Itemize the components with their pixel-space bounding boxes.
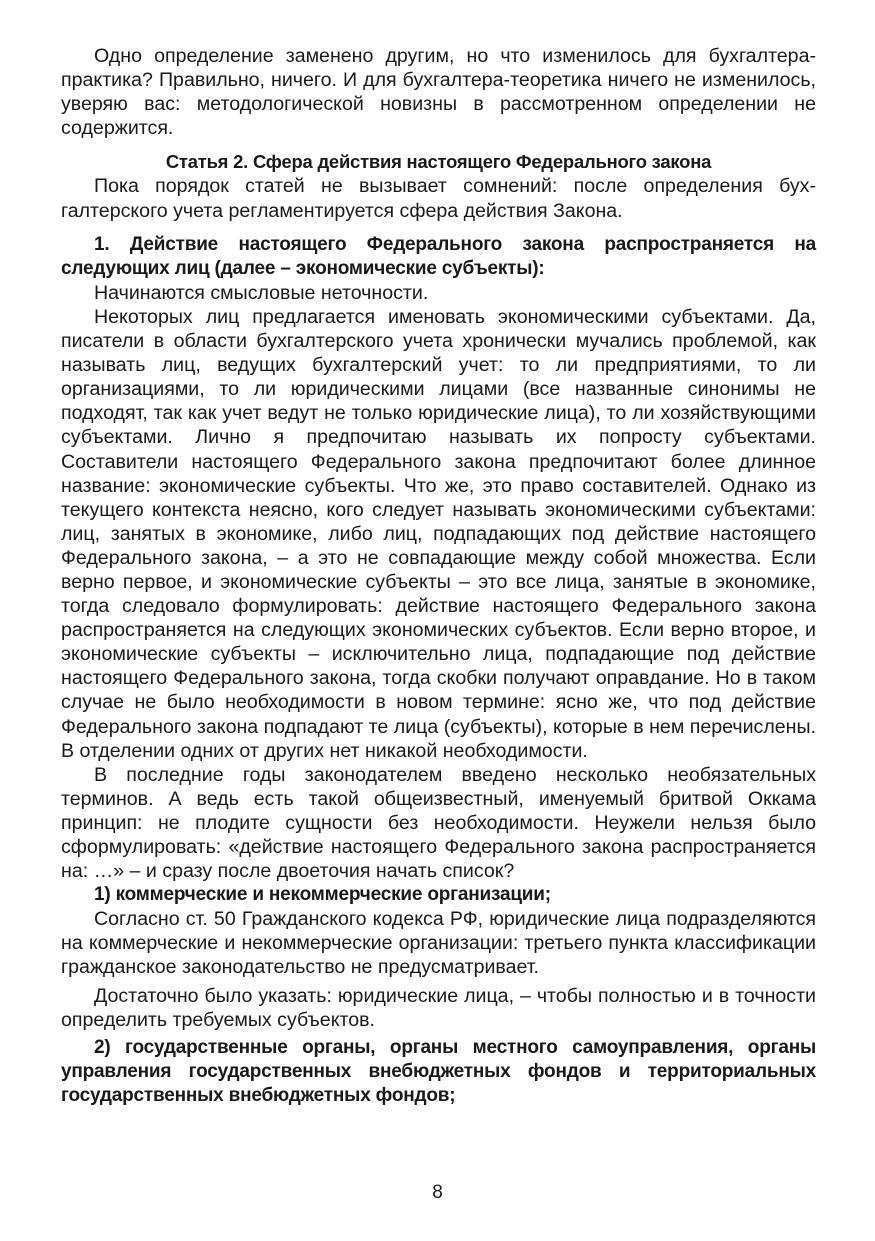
list-item-2-heading: 2) государственные органы, органы местного самоуправления, органы управления государственных внебюджетных фондов и территориальных государственных внебюджетных фондов; <box>61 1036 816 1106</box>
paragraph-inaccuracies: Начинаются смысловые неточности. <box>94 281 429 304</box>
clause-1-heading: 1. Действие настоящего Федерального закона распространяется на следующих лиц (далее – экономические субъекты): <box>61 233 816 279</box>
list-item-1-heading: 1) коммерческие и некоммерческие организации; <box>94 884 551 906</box>
paragraph-intro: Одно определение заменено другим, но что изменилось для бухгалтера-практика? Правильно, ничего. И для бухгалтера-теоретика ничего не изменилось, уверяю вас: методологической новизны в рассмотренном определении не содержится. <box>61 45 816 140</box>
page-body <box>61 44 816 1108</box>
paragraph-occam: В последние годы законодателем введено несколько необязательных терминов. А ведь есть такой общеизвестный, именуемый бритвой Оккама принцип: не плодите сущности без необходимости. Неужели нельзя было сформулировать: «действие настоящего Федерального закона распространяется на: …» – и сразу после двоеточия начать список? <box>61 763 816 883</box>
article-title: Статья 2. Сфера действия настоящего Федерального закона <box>165 151 712 173</box>
page-number: 8 <box>432 1182 443 1203</box>
paragraph-legal-entities: Достаточно было указать: юридические лица, – чтобы полностью и в точности определить требуемых субъектов. <box>61 984 816 1031</box>
paragraph-scope: Пока порядок статей не вызывает сомнений: после определения бухгалтерского учета регламентируется сфера действия Закона. <box>61 175 816 222</box>
paragraph-civil-code: Согласно ст. 50 Гражданского кодекса РФ, юридические лица подразделяются на коммерческие и некоммерческие организации: третьего пункта классификации гражданское законодательство не предусматривает. <box>61 908 816 979</box>
paragraph-economic-subjects: Некоторых лиц предлагается именовать экономическими субъектами. Да, писатели в области бухгалтерского учета хронически мучались проблемой, как называть лиц, ведущих бухгалтерский учет: то ли предприятиями, то ли организациями, то ли юридическими лицами (все названные синонимы не подходят, так как учет ведут не только юридические лица), то ли хозяйствующими субъектами. Лично я предпочитаю называть их попросту субъектами. Составители настоящего Федерального закона предпочитают более длинное название: экономические субъекты. Что же, это право составителей. Однако из текущего контекста неясно, кого следует называть экономическими субъектами: лиц, занятых в экономике, либо лиц, подпадающих под действие настоящего Федерального закона, – а это не совпадающие между собой множества. Если верно первое, и экономические субъекты – это все лица, занятые в экономике, тогда следовало формулировать: действие настоящего Федерального закона распространяется на следующих экономических субъектов. Если верно второе, и экономические субъекты – исключительно лица, подпадающие под действие настоящего Федерального закона, тогда скобки получают оправдание. Но в таком случае не было необходимости в новом термине: ясно же, что под действие Федерального закона подпадают те лица (субъекты), которые в нем перечислены. В отделении одних от других нет никакой необходимости. <box>61 305 817 762</box>
